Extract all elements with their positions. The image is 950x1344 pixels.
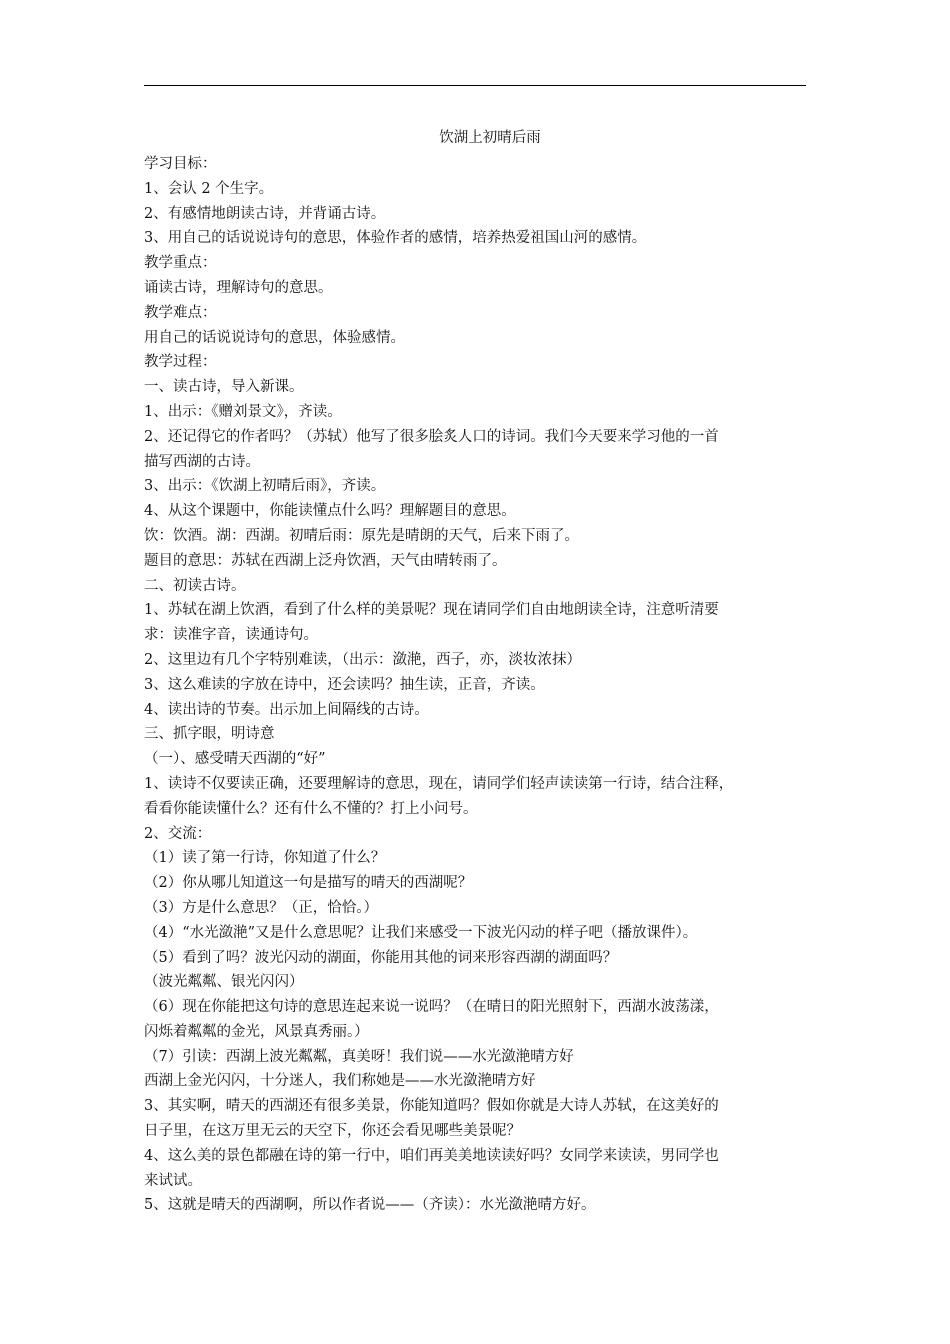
document-line: （5）看到了吗？波光闪动的湖面，你能用其他的词来形容西湖的湖面吗？ xyxy=(144,949,618,966)
document-body xyxy=(144,126,812,1218)
document-line: 4、读出诗的节奏。出示加上间隔线的古诗。 xyxy=(144,701,429,718)
document-line: 闪烁着粼粼的金光，风景真秀丽。） xyxy=(144,1023,369,1040)
document-line: 西湖上金光闪闪，十分迷人，我们称她是——水光潋滟晴方好 xyxy=(144,1073,536,1090)
document-line: 题目的意思：苏轼在西湖上泛舟饮酒，天气由晴转雨了。 xyxy=(144,552,507,569)
document-line: 3、其实啊，晴天的西湖还有很多美景，你能知道吗？假如你就是大诗人苏轼，在这美好的 xyxy=(144,1098,719,1115)
header-rule xyxy=(144,85,806,86)
document-line: 5、这就是晴天的西湖啊，所以作者说——（齐读）：水光潋滟晴方好。 xyxy=(144,1197,596,1214)
document-line: （波光粼粼、银光闪闪） xyxy=(144,974,304,991)
document-line: 1、苏轼在湖上饮酒，看到了什么样的美景呢？现在请同学们自由地朗读全诗，注意听清要 xyxy=(144,602,719,619)
document-line: 看看你能读懂什么？还有什么不懂的？打上小问号。 xyxy=(144,800,478,817)
document-line: 3、出示：《饮湖上初晴后雨》，齐读。 xyxy=(144,478,386,495)
document-line: 1、会认 2 个生字。 xyxy=(144,180,274,197)
document-line: （7）引读：西湖上波光粼粼，真美呀！我们说——水光潋滟晴方好 xyxy=(144,1048,574,1065)
document-line: 1、出示：《赠刘景文》，齐读。 xyxy=(144,403,342,420)
document-line: 饮：饮酒。湖：西湖。初晴后雨：原先是晴朗的天气，后来下雨了。 xyxy=(144,527,579,544)
document-line: 教学过程： xyxy=(144,354,217,371)
document-lines xyxy=(144,152,812,1218)
document-line: 求：读准字音，读通诗句。 xyxy=(144,627,318,644)
document-line: 描写西湖的古诗。 xyxy=(144,453,260,470)
document-line: 二、初读古诗。 xyxy=(144,577,246,594)
document-line: 学习目标： xyxy=(144,156,217,172)
document-line: 来试试。 xyxy=(144,1172,202,1189)
document-line: 2、交流： xyxy=(144,825,212,842)
document-line: 用自己的话说说诗句的意思，体验感情。 xyxy=(144,329,405,346)
document-line: 2、有感情地朗读古诗，并背诵古诗。 xyxy=(144,205,386,222)
document-line: 日子里，在这万里无云的天空下，你还会看见哪些美景呢？ xyxy=(144,1123,521,1140)
document-title: 饮湖上初晴后雨 xyxy=(439,130,541,146)
document-line: 2、这里边有几个字特别难读，（出示：潋滟，西子，亦，淡妆浓抹） xyxy=(144,651,581,668)
document-line: （1）读了第一行诗，你知道了什么？ xyxy=(144,850,386,867)
document-line: 三、抓字眼，明诗意 xyxy=(144,726,275,743)
document-line: 一、读古诗，导入新课。 xyxy=(144,379,304,396)
document-line: （一）、感受晴天西湖的“好” xyxy=(144,751,326,768)
document-line: （4）“水光潋滟”又是什么意思呢？让我们来感受一下波光闪动的样子吧（播放课件）。 xyxy=(144,924,698,941)
document-line: （2）你从哪儿知道这一句是描写的晴天的西湖呢？ xyxy=(144,875,473,892)
document-line: 4、这么美的景色都融在诗的第一行中，咱们再美美地读读好吗？女同学来读读，男同学也 xyxy=(144,1147,719,1164)
document-line: （6）现在你能把这句诗的意思连起来说一说吗？（在晴日的阳光照射下，西湖水波荡漾， xyxy=(144,999,719,1016)
document-line: （3）方是什么意思？（正，恰恰。） xyxy=(144,899,378,916)
document-line: 1、读诗不仅要读正确，还要理解诗的意思，现在，请同学们轻声读读第一行诗，结合注释， xyxy=(144,775,734,792)
document-line: 诵读古诗，理解诗句的意思。 xyxy=(144,279,333,296)
document-line: 3、这么难读的字放在诗中，还会读吗？抽生读，正音，齐读。 xyxy=(144,676,545,693)
document-line: 4、从这个课题中，你能读懂点什么吗？理解题目的意思。 xyxy=(144,503,516,520)
document-line: 3、用自己的话说说诗句的意思，体验作者的感情，培养热爱祖国山河的感情。 xyxy=(144,230,647,247)
document-line: 教学重点： xyxy=(144,255,217,272)
document-line: 教学难点： xyxy=(144,304,217,321)
document-line: 2、还记得它的作者吗？（苏轼）他写了很多脍炙人口的诗词。我们今天要来学习他的一首 xyxy=(144,428,719,445)
